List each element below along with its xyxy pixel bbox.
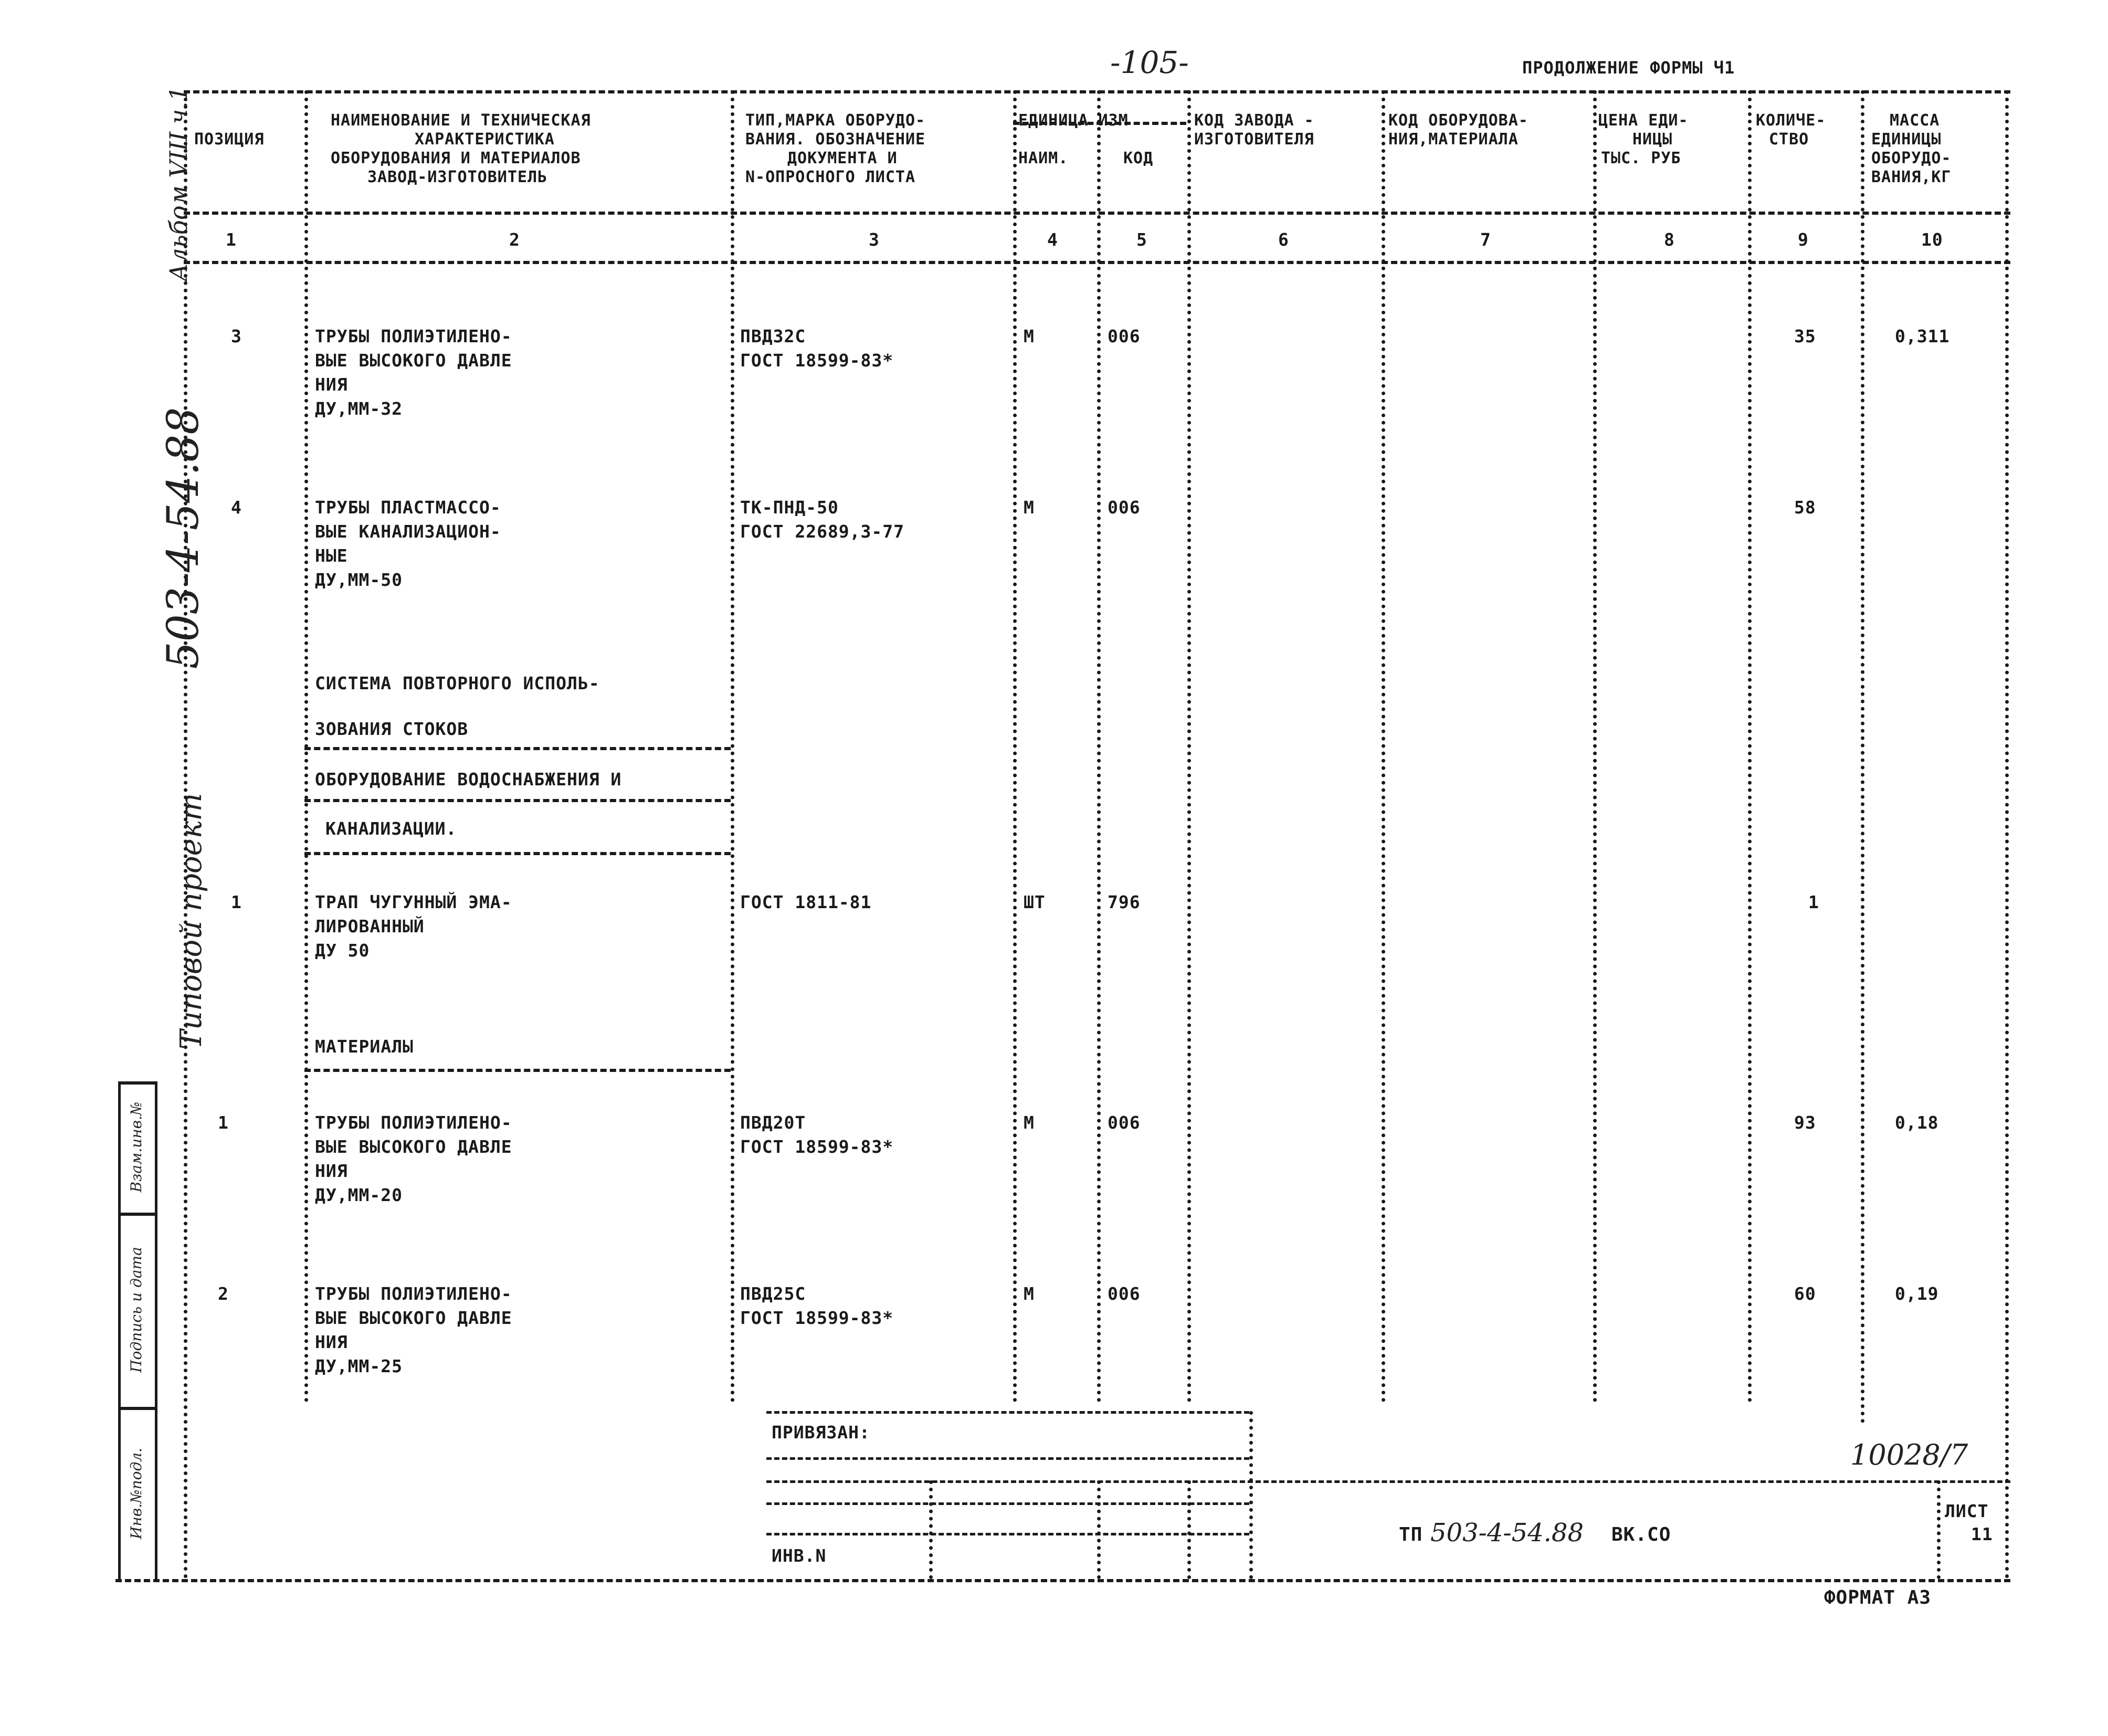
item-name-line: ТРУБЫ ПОЛИЭТИЛЕНО-: [315, 326, 512, 346]
item-code: 006: [1108, 1112, 1141, 1133]
list-label: ЛИСТ: [1945, 1501, 1989, 1521]
sig-column-divider: [118, 1081, 155, 1085]
col-sep-3: [1013, 90, 1017, 1403]
item-pos: 4: [231, 497, 242, 518]
item-name-line: НЫЕ: [315, 545, 348, 566]
col-sep-8: [1748, 90, 1752, 1403]
item-name-line: ВЫЕ КАНАЛИЗАЦИОН-: [315, 521, 501, 542]
form-continuation-label: ПРОДОЛЖЕНИЕ ФОРМЫ Ч1: [1522, 58, 1735, 78]
section-system-title: СИСТЕМА ПОВТОРНОГО ИСПОЛЬ-: [315, 673, 600, 693]
header-mass-l1: МАССА: [1890, 111, 1940, 130]
item-pos: 1: [218, 1112, 229, 1133]
item-name-line: НИЯ: [315, 374, 348, 395]
header-factory-code-l2: ИЗГОТОВИТЕЛЯ: [1194, 130, 1314, 149]
header-type-l1: ТИП,МАРКА ОБОРУДО-: [745, 111, 926, 130]
colnum-2: 2: [509, 229, 520, 250]
section-materials-title: МАТЕРИАЛЫ: [315, 1036, 414, 1057]
item-name-line: ВЫЕ ВЫСОКОГО ДАВЛЕ: [315, 1308, 512, 1328]
colnum-5: 5: [1136, 229, 1147, 250]
colnum-8: 8: [1664, 229, 1675, 250]
item-unit: М: [1024, 1112, 1035, 1133]
header-unit-code: КОД: [1123, 149, 1154, 167]
sig-column-divider: [118, 1213, 155, 1216]
format-label: ФОРМАТ А3: [1824, 1587, 1932, 1608]
sig-column-border: [118, 1081, 121, 1579]
item-qty: 58: [1794, 497, 1816, 518]
item-qty: 93: [1794, 1112, 1816, 1133]
item-type-line: ПВД25С: [740, 1283, 806, 1304]
item-type-line: ТК-ПНД-50: [740, 497, 839, 518]
sig-column-border: [155, 1081, 157, 1579]
stamp-line: [766, 1480, 2010, 1483]
item-code: 796: [1108, 892, 1141, 912]
item-type-line: ГОСТ 18599-83*: [740, 1137, 894, 1157]
colnum-6: 6: [1278, 229, 1289, 250]
section-sewer-title: КАНАЛИЗАЦИИ.: [325, 818, 457, 839]
item-name-line: НИЯ: [315, 1161, 348, 1181]
item-unit: М: [1024, 497, 1035, 518]
item-name-line: ТРАП ЧУГУННЫЙ ЭМА-: [315, 892, 512, 912]
header-name-l1: НАИМЕНОВАНИЕ И ТЕХНИЧЕСКАЯ: [331, 111, 591, 130]
header-mass-l4: ВАНИЯ,КГ: [1871, 168, 1952, 186]
colnum-4: 4: [1047, 229, 1058, 250]
header-price-l3: ТЫС. РУБ: [1601, 149, 1681, 167]
header-qty-l2: СТВО: [1769, 130, 1809, 149]
col-sep-9: [1861, 90, 1864, 1424]
list-box-divider: [1937, 1480, 1941, 1579]
section-underline: [304, 1069, 731, 1072]
item-unit: М: [1024, 1283, 1035, 1304]
header-factory-code-l1: КОД ЗАВОДА -: [1194, 111, 1314, 130]
item-type-line: ГОСТ 22689,3-77: [740, 521, 905, 542]
project-code-vertical: 503-4-54.88: [159, 407, 208, 669]
stamp-line: [766, 1533, 1249, 1535]
inv-orig-label: Инв.№подл.: [128, 1448, 145, 1539]
colnum-10: 10: [1921, 229, 1943, 250]
item-name-line: ТРУБЫ ПОЛИЭТИЛЕНО-: [315, 1112, 512, 1133]
item-pos: 1: [231, 892, 242, 912]
section-underline: [304, 747, 731, 750]
item-name-line: ДУ,ММ-50: [315, 570, 403, 590]
list-value: 11: [1971, 1524, 1993, 1544]
stamp-divider: [1097, 1480, 1101, 1579]
item-code: 006: [1108, 1283, 1141, 1304]
section-underline: [304, 852, 731, 855]
header-name-l3: ОБОРУДОВАНИЯ И МАТЕРИАЛОВ: [331, 149, 581, 167]
replace-inv-label: Взам.инв.№: [128, 1101, 145, 1193]
item-name-line: ВЫЕ ВЫСОКОГО ДАВЛЕ: [315, 350, 512, 371]
header-unit-name: НАИМ.: [1018, 149, 1069, 167]
colnum-3: 3: [869, 229, 880, 250]
handwritten-number: 10028/7: [1850, 1438, 1968, 1471]
colnum-9: 9: [1798, 229, 1809, 250]
header-name-l4: ЗАВОД-ИЗГОТОВИТЕЛЬ: [367, 168, 548, 186]
col-sep-5: [1187, 90, 1191, 1403]
stamp-line: [766, 1502, 1249, 1505]
item-qty: 60: [1794, 1283, 1816, 1304]
album-label: Альбом VIII ч.1: [164, 86, 193, 282]
item-qty: 1: [1808, 892, 1819, 912]
item-type-line: ПВД20Т: [740, 1112, 806, 1133]
item-name-line: ВЫЕ ВЫСОКОГО ДАВЛЕ: [315, 1137, 512, 1157]
section-system-title-cont: ЗОВАНИЯ СТОКОВ: [315, 719, 469, 739]
col-sep-7: [1593, 90, 1597, 1403]
stamp-inv-n: ИНВ.N: [772, 1545, 827, 1566]
item-mass: 0,18: [1895, 1112, 1939, 1133]
sig-column-divider: [118, 1407, 155, 1410]
item-pos: 3: [231, 326, 242, 346]
item-type-line: ГОСТ 18599-83*: [740, 1308, 894, 1328]
item-pos: 2: [218, 1283, 229, 1304]
stamp-divider: [929, 1480, 933, 1579]
header-price-l2: НИЦЫ: [1632, 130, 1673, 149]
item-unit: М: [1024, 326, 1035, 346]
item-mass: 0,311: [1895, 326, 1950, 346]
item-code: 006: [1108, 497, 1141, 518]
header-type-l2: ВАНИЯ. ОБОЗНАЧЕНИЕ: [745, 130, 926, 149]
item-name-line: ДУ,ММ-32: [315, 398, 403, 419]
header-type-l3: ДОКУМЕНТА И: [787, 149, 898, 167]
col-sep-1: [304, 90, 308, 1403]
header-position: ПОЗИЦИЯ: [194, 130, 265, 149]
item-type-line: ГОСТ 18599-83*: [740, 350, 894, 371]
item-type-line: ПВД32С: [740, 326, 806, 346]
header-mass-l3: ОБОРУДО-: [1871, 149, 1952, 167]
header-equipment-code-l2: НИЯ,МАТЕРИАЛА: [1388, 130, 1519, 149]
stamp-divider: [1187, 1480, 1191, 1579]
stamp-line: [766, 1457, 1249, 1460]
item-name-line: ЛИРОВАННЫЙ: [315, 916, 425, 937]
table-bottom-border: [115, 1579, 2010, 1582]
item-name-line: ДУ 50: [315, 940, 370, 961]
item-name-line: ДУ,ММ-25: [315, 1356, 403, 1376]
item-type-line: ГОСТ 1811-81: [740, 892, 872, 912]
item-qty: 35: [1794, 326, 1816, 346]
header-qty-l1: КОЛИЧЕ-: [1756, 111, 1826, 130]
header-type-l4: N-ОПРОСНОГО ЛИСТА: [745, 168, 916, 186]
colnum-1: 1: [226, 229, 237, 250]
item-name-line: ТРУБЫ ПОЛИЭТИЛЕНО-: [315, 1283, 512, 1304]
colnum-7: 7: [1480, 229, 1491, 250]
item-name-line: ДУ,ММ-20: [315, 1185, 403, 1205]
typical-project-label: Типовой проект: [174, 793, 208, 1050]
item-name-line: НИЯ: [315, 1332, 348, 1352]
signature-date-label: Подпись и дата: [128, 1247, 145, 1373]
header-equipment-code-l1: КОД ОБОРУДОВА-: [1388, 111, 1529, 130]
doc-code: 503-4-54.88: [1430, 1518, 1584, 1548]
stamp-top-line: [766, 1411, 1249, 1414]
item-name-line: ТРУБЫ ПЛАСТМАССО-: [315, 497, 501, 518]
section-underline: [304, 799, 731, 802]
section-equipment-title: ОБОРУДОВАНИЕ ВОДОСНАБЖЕНИЯ И: [315, 769, 622, 790]
header-unit: ЕДИНИЦА ИЗМ: [1018, 111, 1129, 130]
header-name-l2: ХАРАКТЕРИСТИКА: [415, 130, 555, 149]
col-sep-4: [1097, 90, 1101, 1403]
doc-prefix: ТП: [1399, 1524, 1423, 1545]
item-mass: 0,19: [1895, 1283, 1939, 1304]
header-price-l1: ЦЕНА ЕДИ-: [1598, 111, 1689, 130]
col-sep-2: [731, 90, 734, 1403]
doc-suffix: ВК.СО: [1611, 1524, 1671, 1545]
item-unit: ШТ: [1024, 892, 1046, 912]
stamp-divider: [1249, 1411, 1253, 1579]
item-code: 006: [1108, 326, 1141, 346]
col-sep-right: [2005, 90, 2009, 1579]
col-sep-6: [1382, 90, 1385, 1403]
header-mass-l2: ЕДИНИЦЫ: [1871, 130, 1942, 149]
page-number: -105-: [1110, 45, 1189, 80]
stamp-privyazan: ПРИВЯЗАН:: [772, 1422, 870, 1443]
